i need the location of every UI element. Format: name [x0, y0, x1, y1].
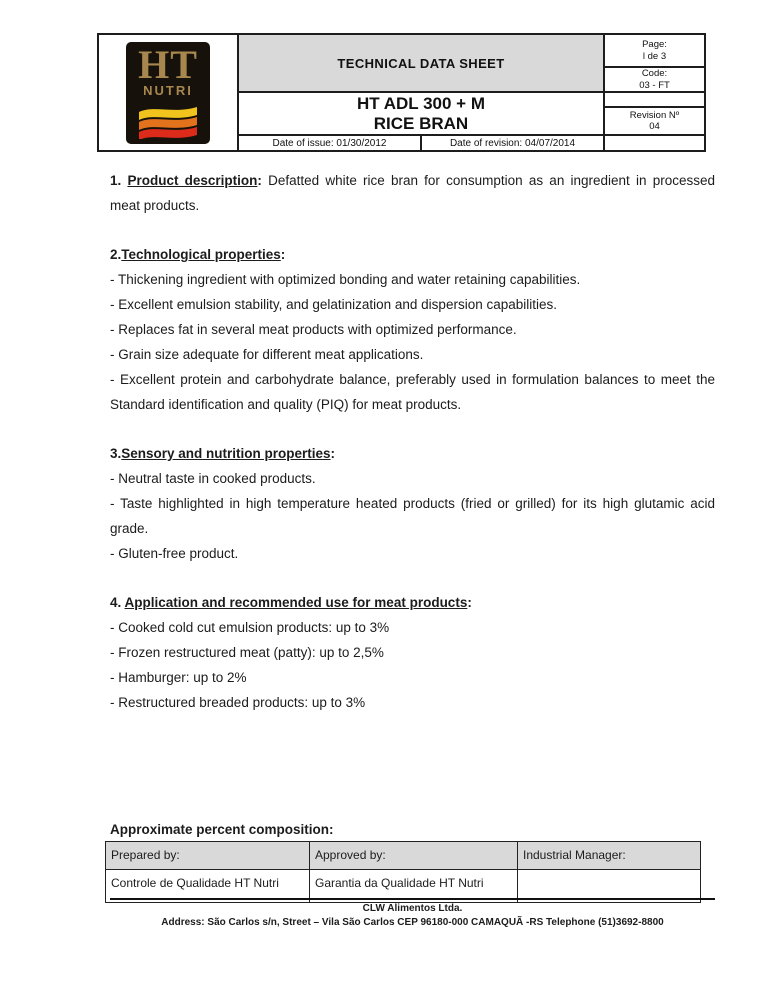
section-item: - Taste highlighted in high temperature heated products (fried or grilled) for its high glutamic acid grade.	[110, 496, 715, 536]
document-body	[110, 168, 715, 903]
revision-value: 04	[649, 121, 660, 132]
section-item: - Excellent protein and carbohydrate balance, preferably used in formulation balances to meet the Standard identification and quality (PIQ) for meat products.	[110, 372, 715, 412]
section-item: - Neutral taste in cooked products.	[110, 471, 316, 486]
section-item: - Restructured breaded products: up to 3%	[110, 695, 366, 710]
product-name-cell	[238, 92, 604, 135]
section-product-description	[110, 168, 715, 218]
date-of-revision: Date of revision: 04/07/2014	[421, 135, 604, 151]
logo-cell	[98, 34, 238, 151]
table-cell-prepared-by: Controle de Qualidade HT Nutri	[106, 870, 310, 903]
logo-stripes-icon	[137, 103, 199, 139]
composition-heading: Approximate percent composition:	[110, 822, 334, 837]
section-technological-properties	[110, 242, 715, 417]
section-application-recommended-use	[110, 590, 715, 715]
revision-cell	[604, 107, 705, 135]
product-name: HT ADL 300 + M	[356, 93, 485, 113]
column-header-approved-by: Approved by:	[310, 842, 518, 870]
section-item: - Replaces fat in several meat products with optimized performance.	[110, 322, 517, 337]
section-1-heading: 1. Product description:	[110, 173, 269, 188]
section-3-heading: 3.Sensory and nutrition properties:	[110, 446, 336, 461]
section-sensory-nutrition-properties	[110, 441, 715, 566]
footer-company: CLW Alimentos Ltda.	[362, 903, 463, 914]
section-item: - Frozen restructured meat (patty): up to 2,5%	[110, 645, 384, 660]
page-footer	[110, 898, 715, 929]
section-item: - Cooked cold cut emulsion products: up to 3%	[110, 620, 390, 635]
logo-ht-text: HT	[138, 42, 198, 87]
code-label: Code:	[641, 68, 668, 79]
header-table	[97, 33, 706, 152]
column-header-prepared-by: Prepared by:	[106, 842, 310, 870]
page-label: Page:	[642, 39, 667, 50]
section-item: - Grain size adequate for different meat applications.	[110, 347, 424, 362]
section-item: - Excellent emulsion stability, and gelatinization and dispersion capabilities.	[110, 297, 557, 312]
empty-meta-cell-bottom	[604, 135, 705, 151]
code-cell	[604, 67, 705, 92]
section-1-text: Defatted white rice bran for consumption as an ingredient in processed meat products.	[110, 173, 715, 213]
document-title: TECHNICAL DATA SHEET	[238, 34, 604, 92]
table-cell-approved-by: Garantia da Qualidade HT Nutri	[310, 870, 518, 903]
page-number-cell	[604, 34, 705, 67]
composition-block	[110, 819, 715, 903]
revision-label: Revision Nº	[629, 109, 680, 121]
page-value: l de 3	[642, 50, 667, 62]
section-item: - Hamburger: up to 2%	[110, 670, 247, 685]
company-logo	[126, 42, 210, 144]
code-value: 03 - FT	[639, 79, 670, 91]
table-header-row	[106, 842, 701, 870]
empty-meta-cell-top	[604, 92, 705, 107]
signoff-table	[105, 841, 701, 903]
column-header-industrial-manager: Industrial Manager:	[518, 842, 701, 870]
section-4-heading: 4. Application and recommended use for meat products:	[110, 595, 472, 610]
section-2-heading: 2.Technological properties:	[110, 247, 286, 262]
logo-nutri-text: NUTRI	[143, 83, 193, 98]
footer-address: Address: São Carlos s/n, Street – Vila São Carlos CEP 96180-000 CAMAQUÃ -RS Telephone (51)3692-8800	[161, 916, 664, 928]
product-subtitle: RICE BRAN	[373, 113, 469, 133]
section-item: - Gluten-free product.	[110, 546, 239, 561]
date-of-issue: Date of issue: 01/30/2012	[238, 135, 421, 151]
section-item: - Thickening ingredient with optimized bonding and water retaining capabilities.	[110, 272, 581, 287]
